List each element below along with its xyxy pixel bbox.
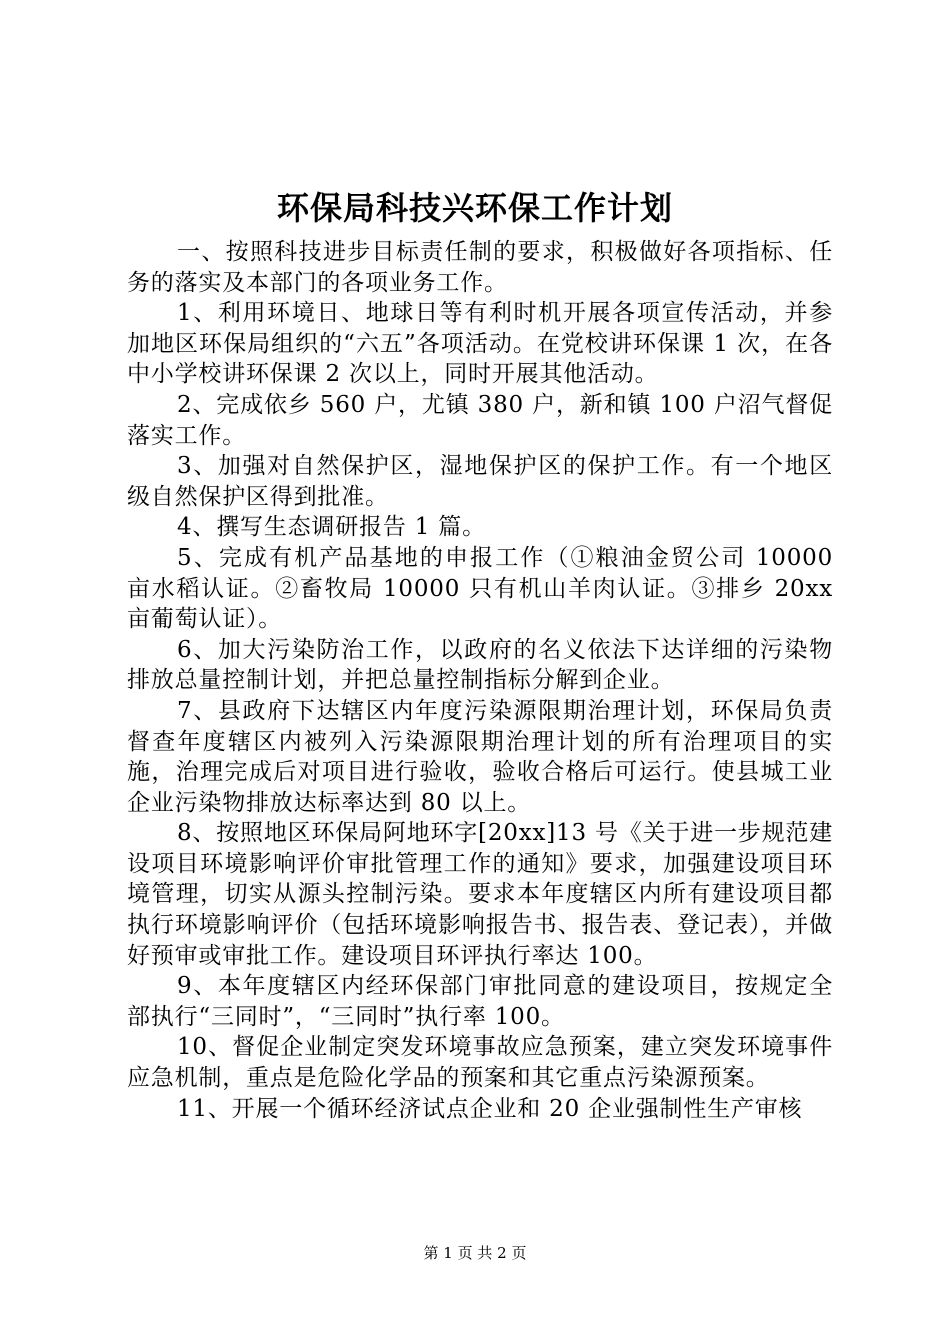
paragraph-item-10: 10、督促企业制定突发环境事故应急预案，建立突发环境事件应急机制，重点是危险化学品的预案和其它重点污染源预案。 (127, 1034, 833, 1092)
paragraph-intro: 一、按照科技进步目标责任制的要求，积极做好各项指标、任务的落实及本部门的各项业务工作。 (127, 239, 833, 296)
document-title: 环保局科技兴环保工作计划 (276, 189, 673, 227)
paragraph-item-9: 9、本年度辖区内经环保部门审批同意的建设项目，按规定全部执行“三同时”，“三同时”执行率 100。 (127, 973, 833, 1030)
paragraph-item-8: 8、按照地区环保局阿地环字[20xx]13 号《关于进一步规范建设项目环境影响评价审批管理工作的通知》要求，加强建设项目环境管理，切实从源头控制污染。要求本年度辖区内所有建设项目都执行环境影响评价（包括环境影响报告书、报告表、登记表），并做好预审或审批工作。建设项目环评执行率达 100。 (127, 820, 833, 969)
paragraph-item-3: 3、加强对自然保护区，湿地保护区的保护工作。有一个地区级自然保护区得到批准。 (127, 453, 833, 510)
paragraph-item-2: 2、完成依乡 560 户，尤镇 380 户，新和镇 100 户沼气督促落实工作。 (127, 391, 833, 449)
paragraph-item-4: 4、撰写生态调研报告 1 篇。 (177, 514, 486, 541)
document-body (127, 237, 833, 1124)
paragraph-item-5: 5、完成有机产品基地的申报工作（①粮油金贸公司 10000 亩水稻认证。②畜牧局 10000 只有机山羊肉认证。③排乡 20xx 亩葡萄认证）。 (127, 544, 833, 633)
page-footer: 第 1 页 共 2 页 (423, 1244, 527, 1262)
paragraph-item-1: 1、利用环境日、地球日等有利时机开展各项宣传活动，并参加地区环保局组织的“六五”各项活动。在党校讲环保课 1 次，在各中小学校讲环保课 2 次以上，同时开展其他活动。 (127, 300, 833, 388)
paragraph-item-6: 6、加大污染防治工作，以政府的名义依法下达详细的污染物排放总量控制计划，并把总量控制指标分解到企业。 (127, 636, 833, 694)
paragraph-item-7: 7、县政府下达辖区内年度污染源限期治理计划，环保局负责督查年度辖区内被列入污染源限期治理计划的所有治理项目的实施，治理完成后对项目进行验收，验收合格后可运行。使县城工业企业污染物排放达标率达到 80 以上。 (127, 697, 833, 816)
paragraph-item-11: 11、开展一个循环经济试点企业和 20 企业强制性生产审核 (177, 1095, 803, 1122)
